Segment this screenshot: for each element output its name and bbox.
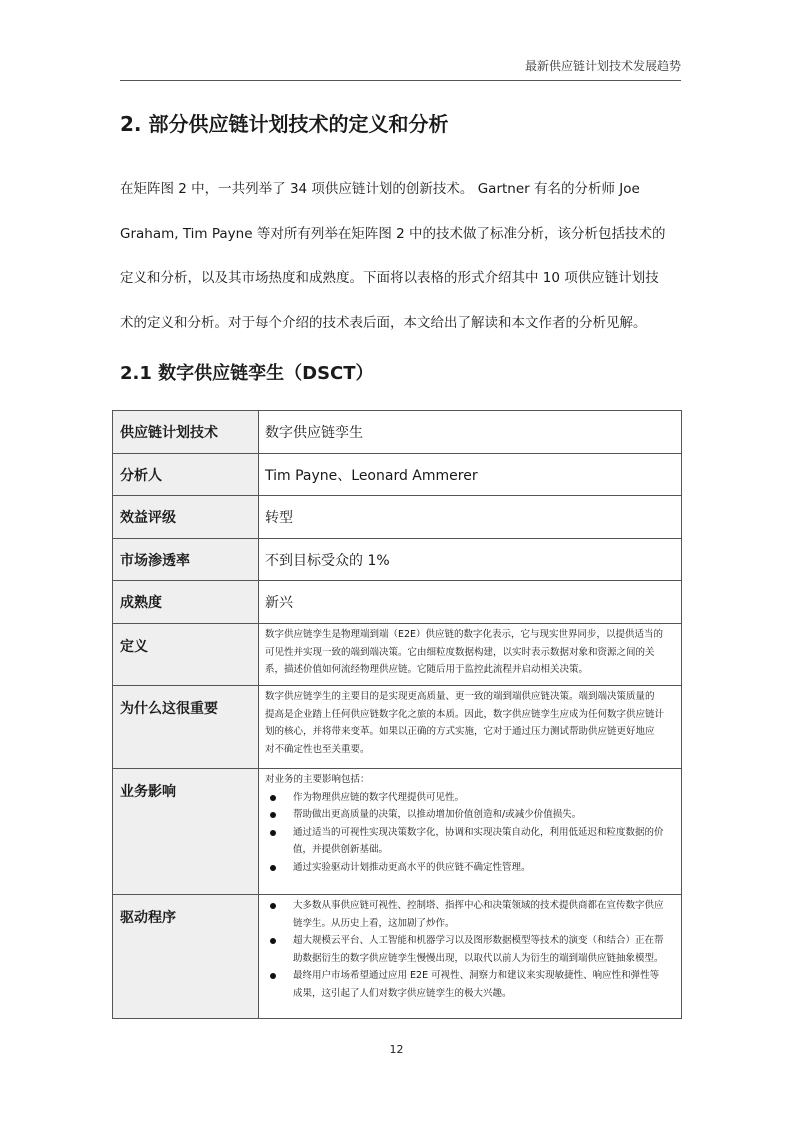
importance-line: 提高是企业踏上任何供应链数字化之旅的本质。因此，数字供应链孪生应成为任何数字供应链计 — [265, 708, 665, 720]
bullet-icon — [270, 903, 276, 909]
running-header — [120, 58, 681, 81]
bullet-icon — [270, 865, 276, 871]
penetration-label: 市场渗透率 — [113, 539, 259, 581]
definition-line: 可见性并实现一致的端到端决策。它由细粒度数据构建，以实时表示数据对象和资源之间的关 — [265, 646, 655, 658]
table-row — [113, 769, 682, 895]
importance-line: 划的核心，并将带来变革。如果以正确的方式实施，它对于通过压力测试帮助供应链更好地应 — [265, 726, 655, 737]
analyst-label: 分析人 — [113, 454, 259, 496]
tech-value: 数字供应链孪生 — [259, 411, 682, 454]
table-row — [113, 895, 682, 1019]
penetration-value: 不到目标受众的 1% — [259, 539, 682, 581]
intro-line: 术的定义和分析。对于每个介绍的技术表后面，本文给出了解读和本文作者的分析见解。 — [120, 314, 647, 331]
impact-intro: 对业务的主要影响包括： — [265, 774, 370, 785]
list-item-continuation: 链孪生。从历史上看，这加剧了炒作。 — [293, 917, 455, 929]
definition-line: 系，描述价值如何流经物理供应链。它随后用于监控此流程并启动相关决策。 — [265, 664, 589, 675]
technology-table — [112, 410, 682, 1019]
definition-text — [259, 624, 682, 686]
page-number: 12 — [389, 1043, 404, 1056]
list-item-text: 通过实验驱动计划推动更高水平的供应链不确定性管理。 — [293, 861, 531, 873]
impact-text — [259, 769, 682, 895]
bullet-icon — [270, 973, 276, 979]
table-row — [113, 539, 682, 581]
list-item — [265, 806, 675, 824]
list-item — [265, 789, 675, 807]
bullet-icon — [270, 812, 276, 818]
impact-label: 业务影响 — [113, 769, 259, 895]
bullet-icon — [270, 830, 276, 836]
tech-label: 供应链计划技术 — [113, 411, 259, 454]
table-row — [113, 624, 682, 686]
intro-line: Graham, Tim Payne 等对所有列举在矩阵图 2 中的技术做了标准分析，该分析包括技术的 — [120, 225, 666, 242]
maturity-label: 成熟度 — [113, 581, 259, 624]
definition-label: 定义 — [113, 624, 259, 686]
list-item-text: 作为物理供应链的数字代理提供可见性。 — [293, 791, 465, 803]
importance-text — [259, 686, 682, 769]
list-item-text: 超大规模云平台、人工智能和机器学习以及图形数据模型等技术的演变（和结合）正在帮 — [293, 935, 664, 946]
table-row — [113, 496, 682, 539]
drivers-label: 驱动程序 — [113, 895, 259, 1019]
drivers-text — [259, 895, 682, 1019]
list-item-text: 帮助做出更高质量的决策，以推动增加价值创造和/或减少价值损失。 — [293, 809, 582, 820]
importance-line: 对不确定性也至关重要。 — [265, 743, 370, 755]
intro-line: 定义和分析，以及其市场热度和成熟度。下面将以表格的形式介绍其中 10 项供应链计划技 — [120, 270, 659, 286]
list-item — [265, 824, 675, 842]
importance-label: 为什么这很重要 — [113, 686, 259, 769]
intro-line: 在矩阵图 2 中，一共列举了 34 项供应链计划的创新技术。 Gartner 有名的分析师 Joe — [120, 181, 640, 197]
benefit-value: 转型 — [259, 496, 682, 539]
list-item — [265, 932, 675, 950]
list-item-text: 通过适当的可视性实现决策数字化，协调和实现决策自动化，利用低延迟和粒度数据的价 — [293, 826, 664, 838]
list-item-continuation: 成果，这引起了人们对数字供应链孪生的极大兴趣。 — [293, 987, 512, 999]
intro-paragraph — [120, 174, 681, 352]
list-item-continuation: 助数据衍生的数字供应链孪生慢慢出现，以取代以前人为衍生的端到端供应链抽象模型。 — [293, 952, 664, 964]
list-item-text: 最终用户市场希望通过应用 E2E 可视性、洞察力和建议来实现敏捷性、响应性和弹性等 — [293, 970, 660, 981]
table-row — [113, 581, 682, 624]
section-title: 2. 部分供应链计划技术的定义和分析 — [120, 112, 449, 136]
maturity-value: 新兴 — [259, 581, 682, 624]
list-item — [265, 859, 675, 877]
list-item — [265, 897, 675, 915]
list-item-continuation: 值，并提供创新基础。 — [293, 844, 389, 855]
bullet-icon — [270, 795, 276, 801]
definition-line: 数字供应链孪生是物理端到端（E2E）供应链的数字化表示，它与现实世界同步，以提供适当的 — [265, 629, 664, 640]
benefit-label: 效益评级 — [113, 496, 259, 539]
list-item-text: 大多数从事供应链可视性、控制塔、指挥中心和决策领域的技术提供商都在宣传数字供应 — [293, 900, 664, 911]
running-title: 最新供应链计划技术发展趋势 — [524, 59, 681, 73]
bullet-icon — [270, 938, 276, 944]
table-row — [113, 454, 682, 496]
analyst-value: Tim Payne、Leonard Ammerer — [259, 454, 682, 496]
table-row — [113, 411, 682, 454]
subsection-title: 2.1 数字供应链孪生（DSCT） — [120, 363, 374, 384]
importance-line: 数字供应链孪生的主要目的是实现更高质量、更一致的端到端供应链决策。端到端决策质量的 — [265, 691, 655, 702]
table-row — [113, 686, 682, 769]
list-item — [265, 967, 675, 985]
